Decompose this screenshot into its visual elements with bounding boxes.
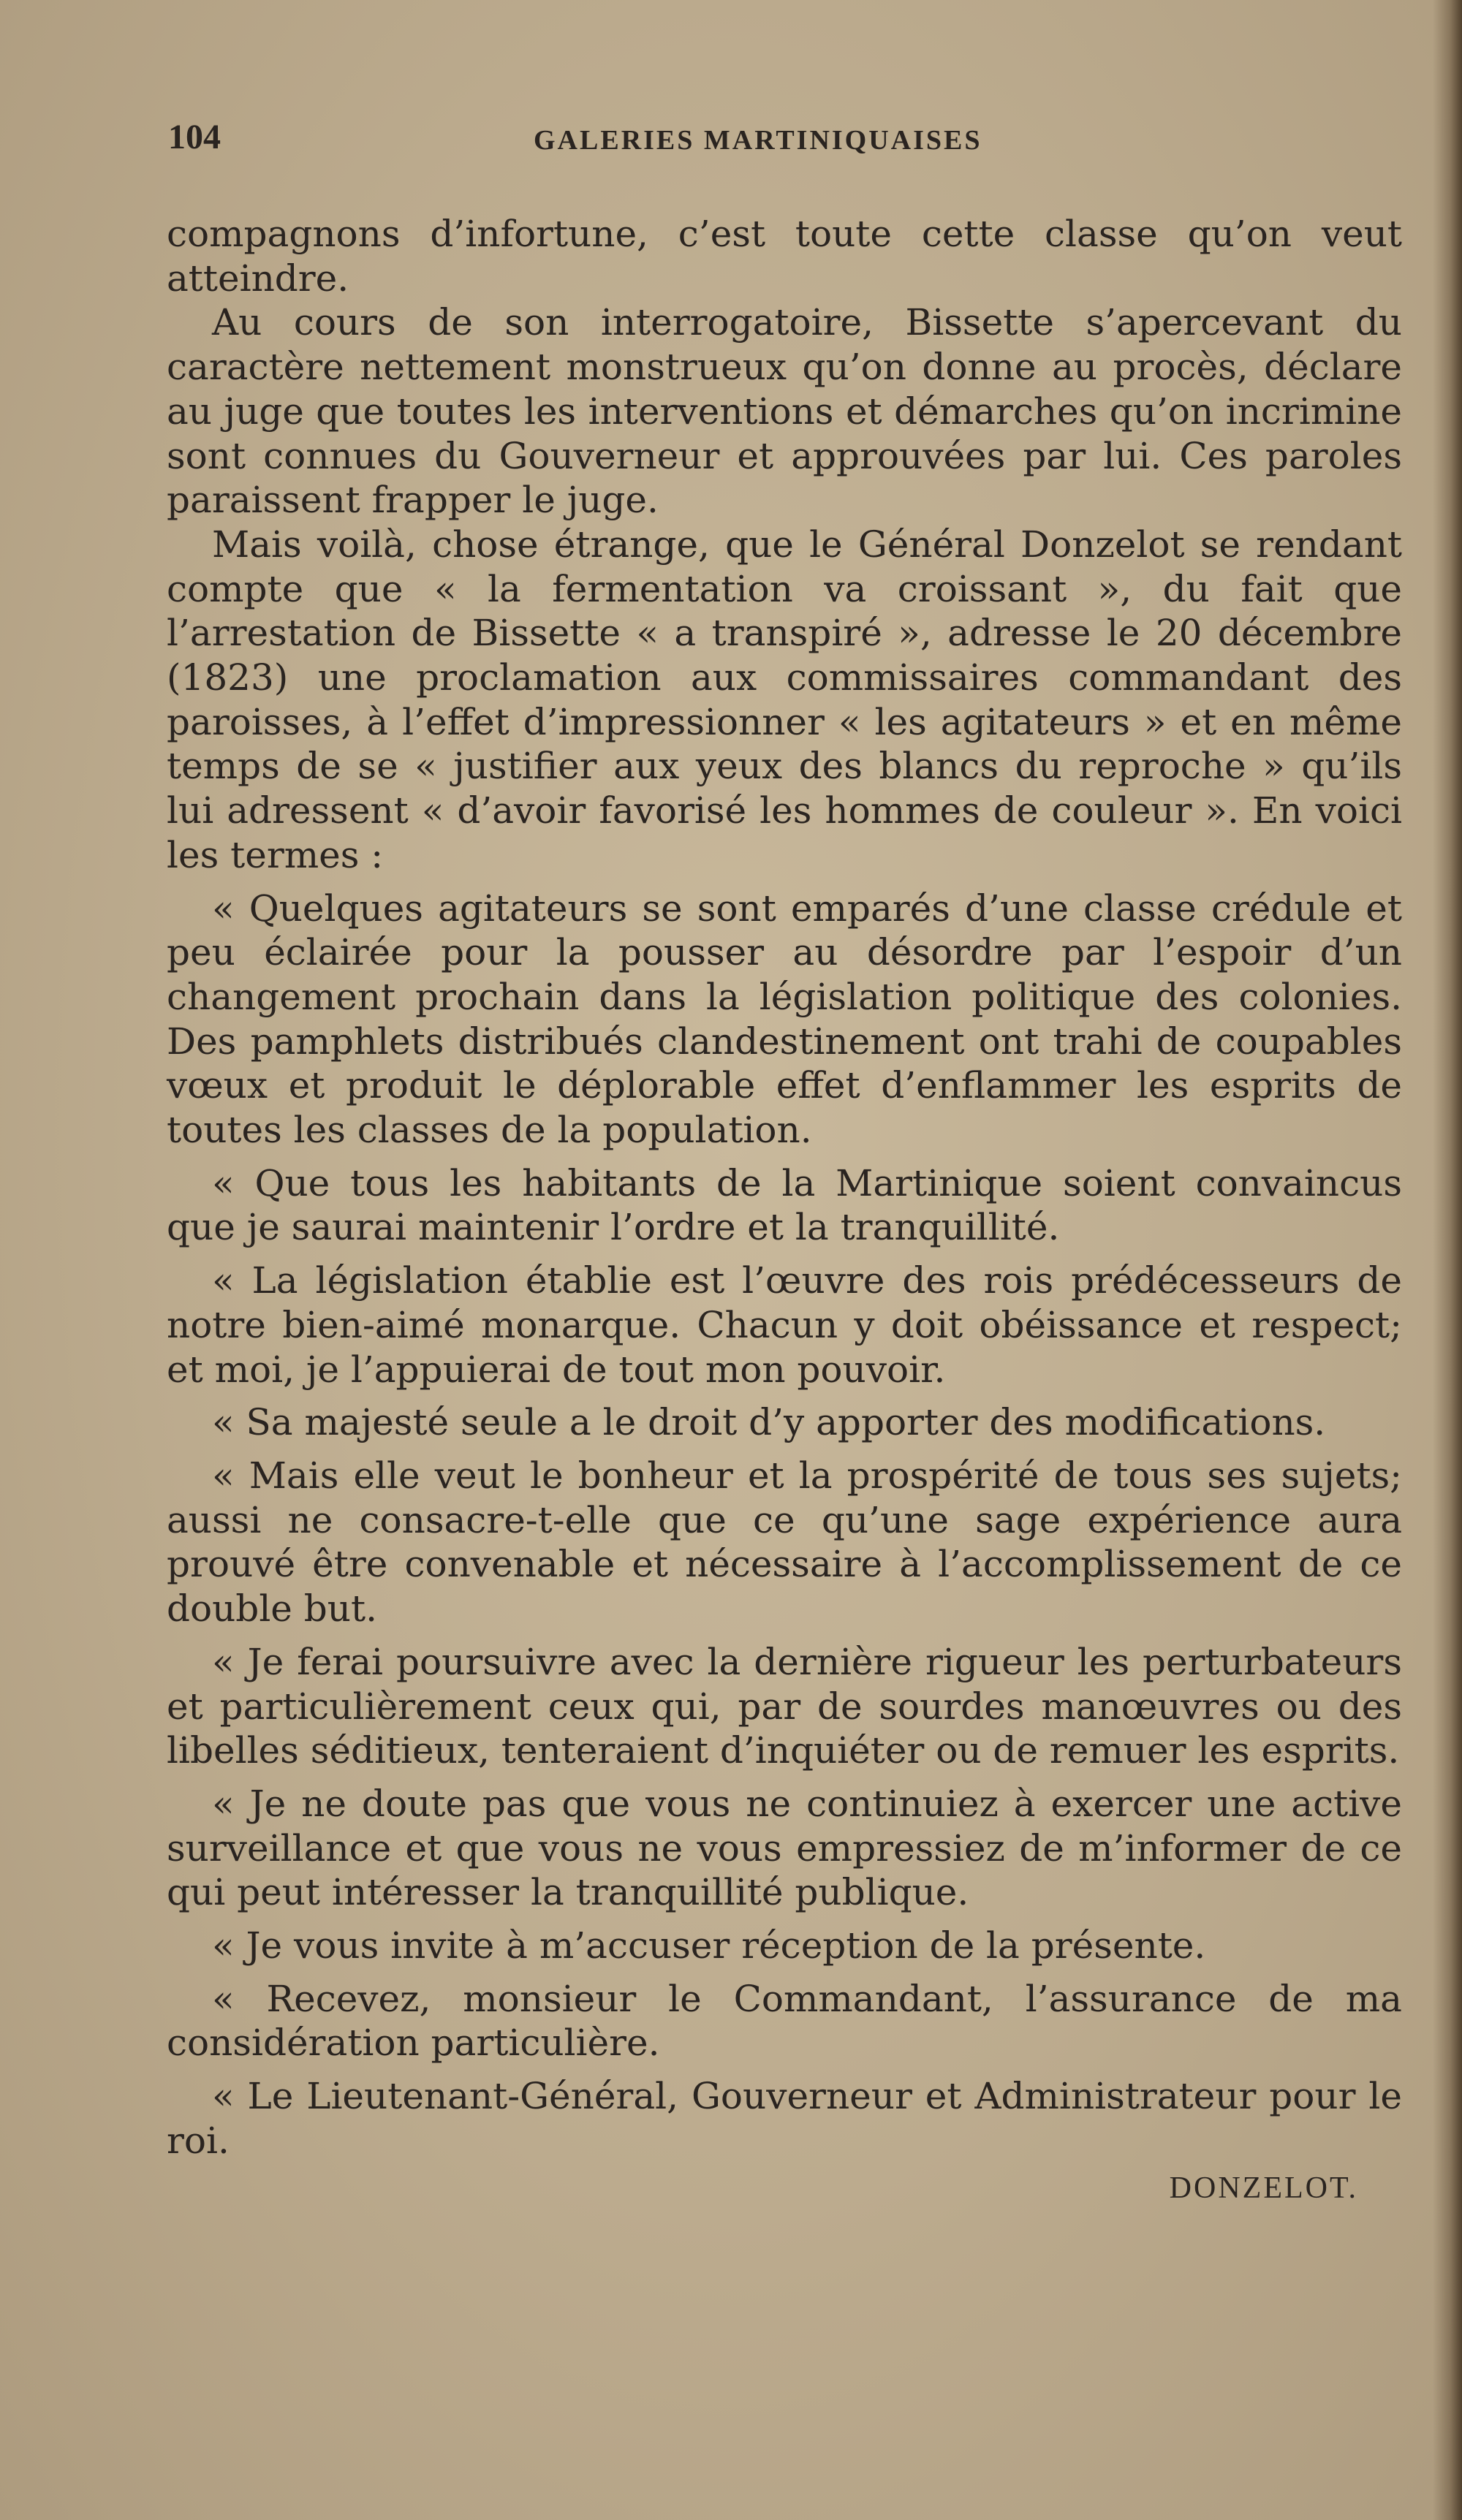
body-text bbox=[167, 212, 1402, 2206]
quote-paragraph: « Le Lieutenant-Général, Gouverneur et Administrateur pour le roi. bbox=[167, 2075, 1402, 2162]
quote-paragraph: « Quelques agitateurs se sont emparés d’une classe crédule et peu éclairée pour la pousser au désordre par l’espoir d’un changement prochain dans la législation politique des colonies. Des pamphlets distribués clandestinement ont trahi de coupables vœux et produit le déplorable effet d’enflammer les esprits de toutes les classes de la population. bbox=[167, 887, 1402, 1152]
page-header bbox=[168, 117, 1374, 168]
signature: DONZELOT. bbox=[1169, 2171, 1358, 2205]
paragraph: compagnons d’infortune, c’est toute cette classe qu’on veut atteindre. bbox=[167, 213, 1402, 300]
quote-paragraph: « Je ferai poursuivre avec la dernière rigueur les perturbateurs et particulièrement ceux qui, par de sourdes manœuvres ou des libelles séditieux, tenteraient d’inquiéter ou de remuer les esprits. bbox=[167, 1640, 1402, 1772]
running-title: GALERIES MARTINIQUAISES bbox=[534, 125, 982, 156]
paragraph: Mais voilà, chose étrange, que le Général Donzelot se rendant compte que « la fermentation va croissant », du fait que l’arrestation de Bissette « a transpiré », adresse le 20 décembre (1823) une proclamation aux commissaires commandant des paroisses, à l’effet d’impressionner « les agitateurs » et en même temps de se « justifier aux yeux des blancs du reproche » qu’ils lui adressent « d’avoir favorisé les hommes de couleur ». En voici les termes : bbox=[167, 523, 1402, 876]
page-edge-shadow bbox=[1433, 0, 1462, 2520]
paragraph: Au cours de son interrogatoire, Bissette s’apercevant du caractère nettement monstrueux qu’on donne au procès, déclare au juge que toutes les interventions et démarches qu’on incrimine sont connues du Gouverneur et approuvées par lui. Ces paroles paraissent frapper le juge. bbox=[167, 301, 1402, 522]
quote-paragraph: « La législation établie est l’œuvre des rois prédécesseurs de notre bien-aimé monarque. Chacun y doit obéissance et respect; et moi, je l’appuierai de tout mon pouvoir. bbox=[167, 1259, 1402, 1391]
page-number: 104 bbox=[168, 118, 221, 156]
quote-paragraph: « Recevez, monsieur le Commandant, l’assurance de ma considération particulière. bbox=[167, 1977, 1402, 2065]
quote-paragraph: « Je ne doute pas que vous ne continuiez à exercer une active surveillance et que vous ne vous empressiez de m’informer de ce qui peut intéresser la tranquillité publique. bbox=[167, 1782, 1402, 1914]
quote-paragraph: « Mais elle veut le bonheur et la prospérité de tous ses sujets; aussi ne consacre-t-elle que ce qu’une sage expérience aura prouvé être convenable et nécessaire à l’accomplissement de ce double but. bbox=[167, 1454, 1402, 1631]
quote-paragraph: « Sa majesté seule a le droit d’y apporter des modifications. bbox=[212, 1401, 1326, 1444]
quote-paragraph: « Que tous les habitants de la Martinique soient convaincus que je saurai maintenir l’ordre et la tranquillité. bbox=[167, 1161, 1402, 1249]
quote-paragraph: « Je vous invite à m’accuser réception de la présente. bbox=[212, 1924, 1206, 1967]
